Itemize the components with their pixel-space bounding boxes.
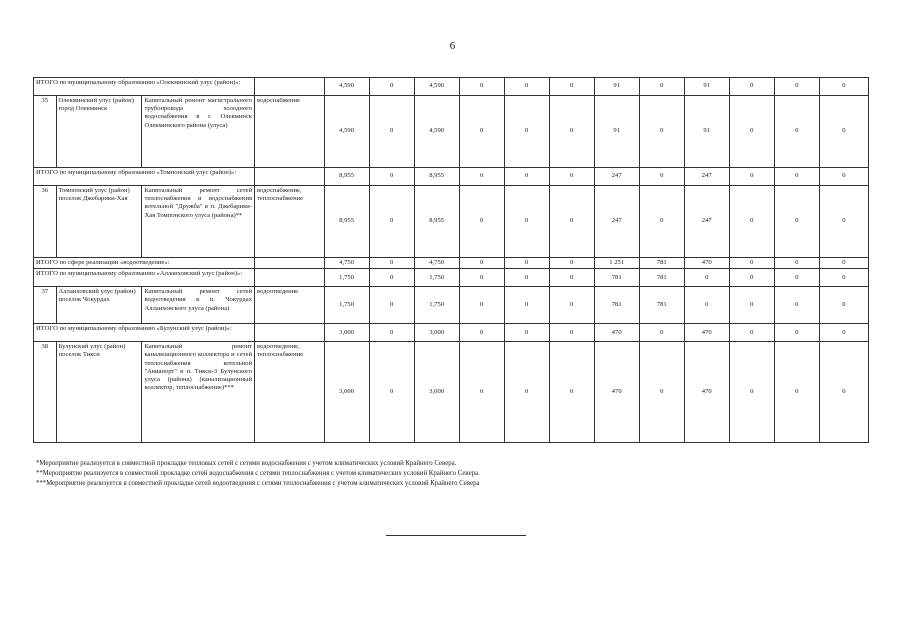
value-cell: 781	[594, 269, 639, 287]
value-cell: 91	[684, 78, 729, 96]
municipality-cell: Булунский улус (район) поселок Тикси	[56, 342, 142, 443]
value-cell: 0	[459, 342, 504, 443]
value-cell: 0	[369, 287, 414, 324]
row-index: 36	[34, 186, 57, 258]
value-cell: 0	[504, 78, 549, 96]
value-cell: 0	[774, 324, 819, 342]
value-cell: 0	[504, 168, 549, 186]
value-cell: 470	[594, 342, 639, 443]
value-cell: 1,750	[414, 269, 459, 287]
value-cell: 91	[684, 96, 729, 168]
value-cell: 0	[774, 258, 819, 269]
value-cell: 0	[504, 96, 549, 168]
value-cell: 0	[819, 186, 868, 258]
value-cell: 470	[684, 258, 729, 269]
value-cell: 0	[369, 78, 414, 96]
end-rule	[386, 535, 526, 536]
value-cell: 1,750	[324, 269, 369, 287]
value-cell: 0	[459, 186, 504, 258]
total-row	[34, 269, 869, 287]
value-cell: 0	[684, 269, 729, 287]
value-cell: 0	[459, 96, 504, 168]
total-label: ИТОГО по муниципальному образованию «Булунский улус (район)»:	[34, 324, 255, 342]
value-cell: 3,000	[414, 342, 459, 443]
value-cell: 8,955	[414, 186, 459, 258]
value-cell: 3,000	[324, 342, 369, 443]
value-cell: 0	[459, 258, 504, 269]
sphere-cell: водоотведение	[255, 287, 325, 324]
value-cell: 0	[549, 342, 594, 443]
sphere-cell	[255, 168, 325, 186]
footnote: ***Мероприятие реализуется в совместной прокладке сетей водоотведения с сетями теплоснабжения с учетом климатических условий Крайнего Севера	[36, 480, 480, 488]
value-cell: 8,955	[324, 186, 369, 258]
total-row	[34, 324, 869, 342]
value-cell: 0	[369, 168, 414, 186]
value-cell: 0	[369, 186, 414, 258]
value-cell: 781	[639, 258, 684, 269]
value-cell: 0	[369, 269, 414, 287]
value-cell: 0	[774, 186, 819, 258]
sphere-cell	[255, 324, 325, 342]
value-cell: 8,955	[324, 168, 369, 186]
value-cell: 0	[504, 269, 549, 287]
value-cell: 0	[639, 186, 684, 258]
sphere-cell: водоснабжение, теплоснабжение	[255, 186, 325, 258]
footnote: **Мероприятие реализуется в совместной прокладке сетей водоснабжения с сетями теплоснабжения с учетом климатических условий Крайнего Севера.	[36, 470, 480, 478]
value-cell: 4,590	[324, 78, 369, 96]
value-cell: 0	[369, 96, 414, 168]
value-cell: 0	[729, 287, 774, 324]
value-cell: 4,750	[324, 258, 369, 269]
value-cell: 0	[819, 324, 868, 342]
value-cell: 0	[729, 78, 774, 96]
value-cell: 0	[639, 78, 684, 96]
table-row	[34, 342, 869, 443]
municipality-cell: Аллаиховский улус (район) поселок Чокурдах	[56, 287, 142, 324]
value-cell: 470	[684, 324, 729, 342]
value-cell: 781	[594, 287, 639, 324]
value-cell: 1,750	[414, 287, 459, 324]
value-cell: 0	[504, 186, 549, 258]
value-cell: 0	[369, 324, 414, 342]
value-cell: 0	[504, 258, 549, 269]
value-cell: 4,590	[414, 96, 459, 168]
row-index: 35	[34, 96, 57, 168]
value-cell: 0	[459, 78, 504, 96]
value-cell: 0	[504, 342, 549, 443]
sphere-cell	[255, 269, 325, 287]
value-cell: 0	[729, 186, 774, 258]
value-cell: 0	[819, 269, 868, 287]
value-cell: 0	[639, 168, 684, 186]
municipality-cell: Томпонский улус (район) поселок Джебарики-Хая	[56, 186, 142, 258]
value-cell: 0	[369, 258, 414, 269]
value-cell: 0	[549, 186, 594, 258]
value-cell: 0	[774, 78, 819, 96]
sphere-cell: водоснабжение	[255, 96, 325, 168]
value-cell: 781	[639, 269, 684, 287]
event-cell: Капитальный ремонт канализационного коллектора и сетей теплоснабжения котельной "Авиапорт" в п. Тикси-3 Булунского улуса (района) (канализационный коллектор, теплоснабжение)***	[142, 342, 255, 443]
value-cell: 0	[459, 269, 504, 287]
row-index: 37	[34, 287, 57, 324]
value-cell: 247	[684, 168, 729, 186]
total-label: ИТОГО по муниципальному образованию «Олекминский улус (район)»:	[34, 78, 255, 96]
value-cell: 0	[504, 324, 549, 342]
sphere-cell	[255, 258, 325, 269]
value-cell: 0	[549, 324, 594, 342]
total-row	[34, 78, 869, 96]
page-number: 6	[449, 40, 456, 52]
value-cell: 470	[594, 324, 639, 342]
value-cell: 781	[639, 287, 684, 324]
value-cell: 470	[684, 342, 729, 443]
value-cell: 0	[729, 258, 774, 269]
value-cell: 0	[774, 168, 819, 186]
value-cell: 0	[819, 342, 868, 443]
table-row	[34, 96, 869, 168]
sphere-cell: водоотведение, теплоснабжение	[255, 342, 325, 443]
total-row	[34, 168, 869, 186]
value-cell: 8,955	[414, 168, 459, 186]
value-cell: 247	[594, 168, 639, 186]
total-row	[34, 258, 869, 269]
value-cell: 0	[549, 96, 594, 168]
value-cell: 0	[729, 96, 774, 168]
value-cell: 1 251	[594, 258, 639, 269]
sphere-cell	[255, 78, 325, 96]
value-cell: 0	[549, 287, 594, 324]
footnotes	[36, 459, 480, 490]
value-cell: 0	[819, 287, 868, 324]
value-cell: 0	[459, 168, 504, 186]
value-cell: 0	[774, 287, 819, 324]
table-row	[34, 186, 869, 258]
value-cell: 0	[549, 269, 594, 287]
event-cell: Капитальный ремонт магистрального трубопровода холодного водоснабжения в г. Олекминск Олекминского района (улуса)	[142, 96, 255, 168]
value-cell: 91	[594, 96, 639, 168]
value-cell: 0	[819, 258, 868, 269]
value-cell: 4,590	[414, 78, 459, 96]
value-cell: 0	[729, 342, 774, 443]
value-cell: 3,000	[414, 324, 459, 342]
value-cell: 0	[504, 287, 549, 324]
value-cell: 0	[684, 287, 729, 324]
total-label: ИТОГО по сфере реализации «водоотведение»:	[34, 258, 255, 269]
total-label: ИТОГО по муниципальному образованию «Аллаиховский улус (район)»:	[34, 269, 255, 287]
value-cell: 0	[639, 342, 684, 443]
value-cell: 0	[459, 324, 504, 342]
row-index: 38	[34, 342, 57, 443]
value-cell: 0	[549, 168, 594, 186]
value-cell: 0	[774, 96, 819, 168]
value-cell: 0	[729, 324, 774, 342]
value-cell: 1,750	[324, 287, 369, 324]
value-cell: 0	[819, 168, 868, 186]
value-cell: 91	[594, 78, 639, 96]
value-cell: 0	[729, 168, 774, 186]
value-cell: 4,750	[414, 258, 459, 269]
value-cell: 0	[369, 342, 414, 443]
value-cell: 3,000	[324, 324, 369, 342]
value-cell: 0	[774, 269, 819, 287]
value-cell: 0	[729, 269, 774, 287]
value-cell: 0	[459, 287, 504, 324]
value-cell: 0	[819, 96, 868, 168]
value-cell: 247	[684, 186, 729, 258]
value-cell: 4,590	[324, 96, 369, 168]
event-cell: Капитальный ремонт сетей теплоснабжения и водоснабжения котельной "Дружба" в п. Джебарики-Хая Томпонского улуса (района)**	[142, 186, 255, 258]
funding-table	[33, 77, 869, 443]
value-cell: 0	[774, 342, 819, 443]
value-cell: 0	[639, 324, 684, 342]
value-cell: 0	[549, 258, 594, 269]
value-cell: 0	[549, 78, 594, 96]
footnote: *Мероприятие реализуется в совместной прокладке тепловых сетей с сетями водоснабжения с учетом климатических условий Крайнего Севера.	[36, 460, 457, 467]
total-label: ИТОГО по муниципальному образованию «Томпонский улус (район)»:	[34, 168, 255, 186]
table-row	[34, 287, 869, 324]
municipality-cell: Олекминский улус (район) город Олекминск	[56, 96, 142, 168]
event-cell: Капитальный ремонт сетей водоотведения в п. Чокурдах Аллаиховского улуса (района)	[142, 287, 255, 324]
value-cell: 247	[594, 186, 639, 258]
value-cell: 0	[639, 96, 684, 168]
value-cell: 0	[819, 78, 868, 96]
